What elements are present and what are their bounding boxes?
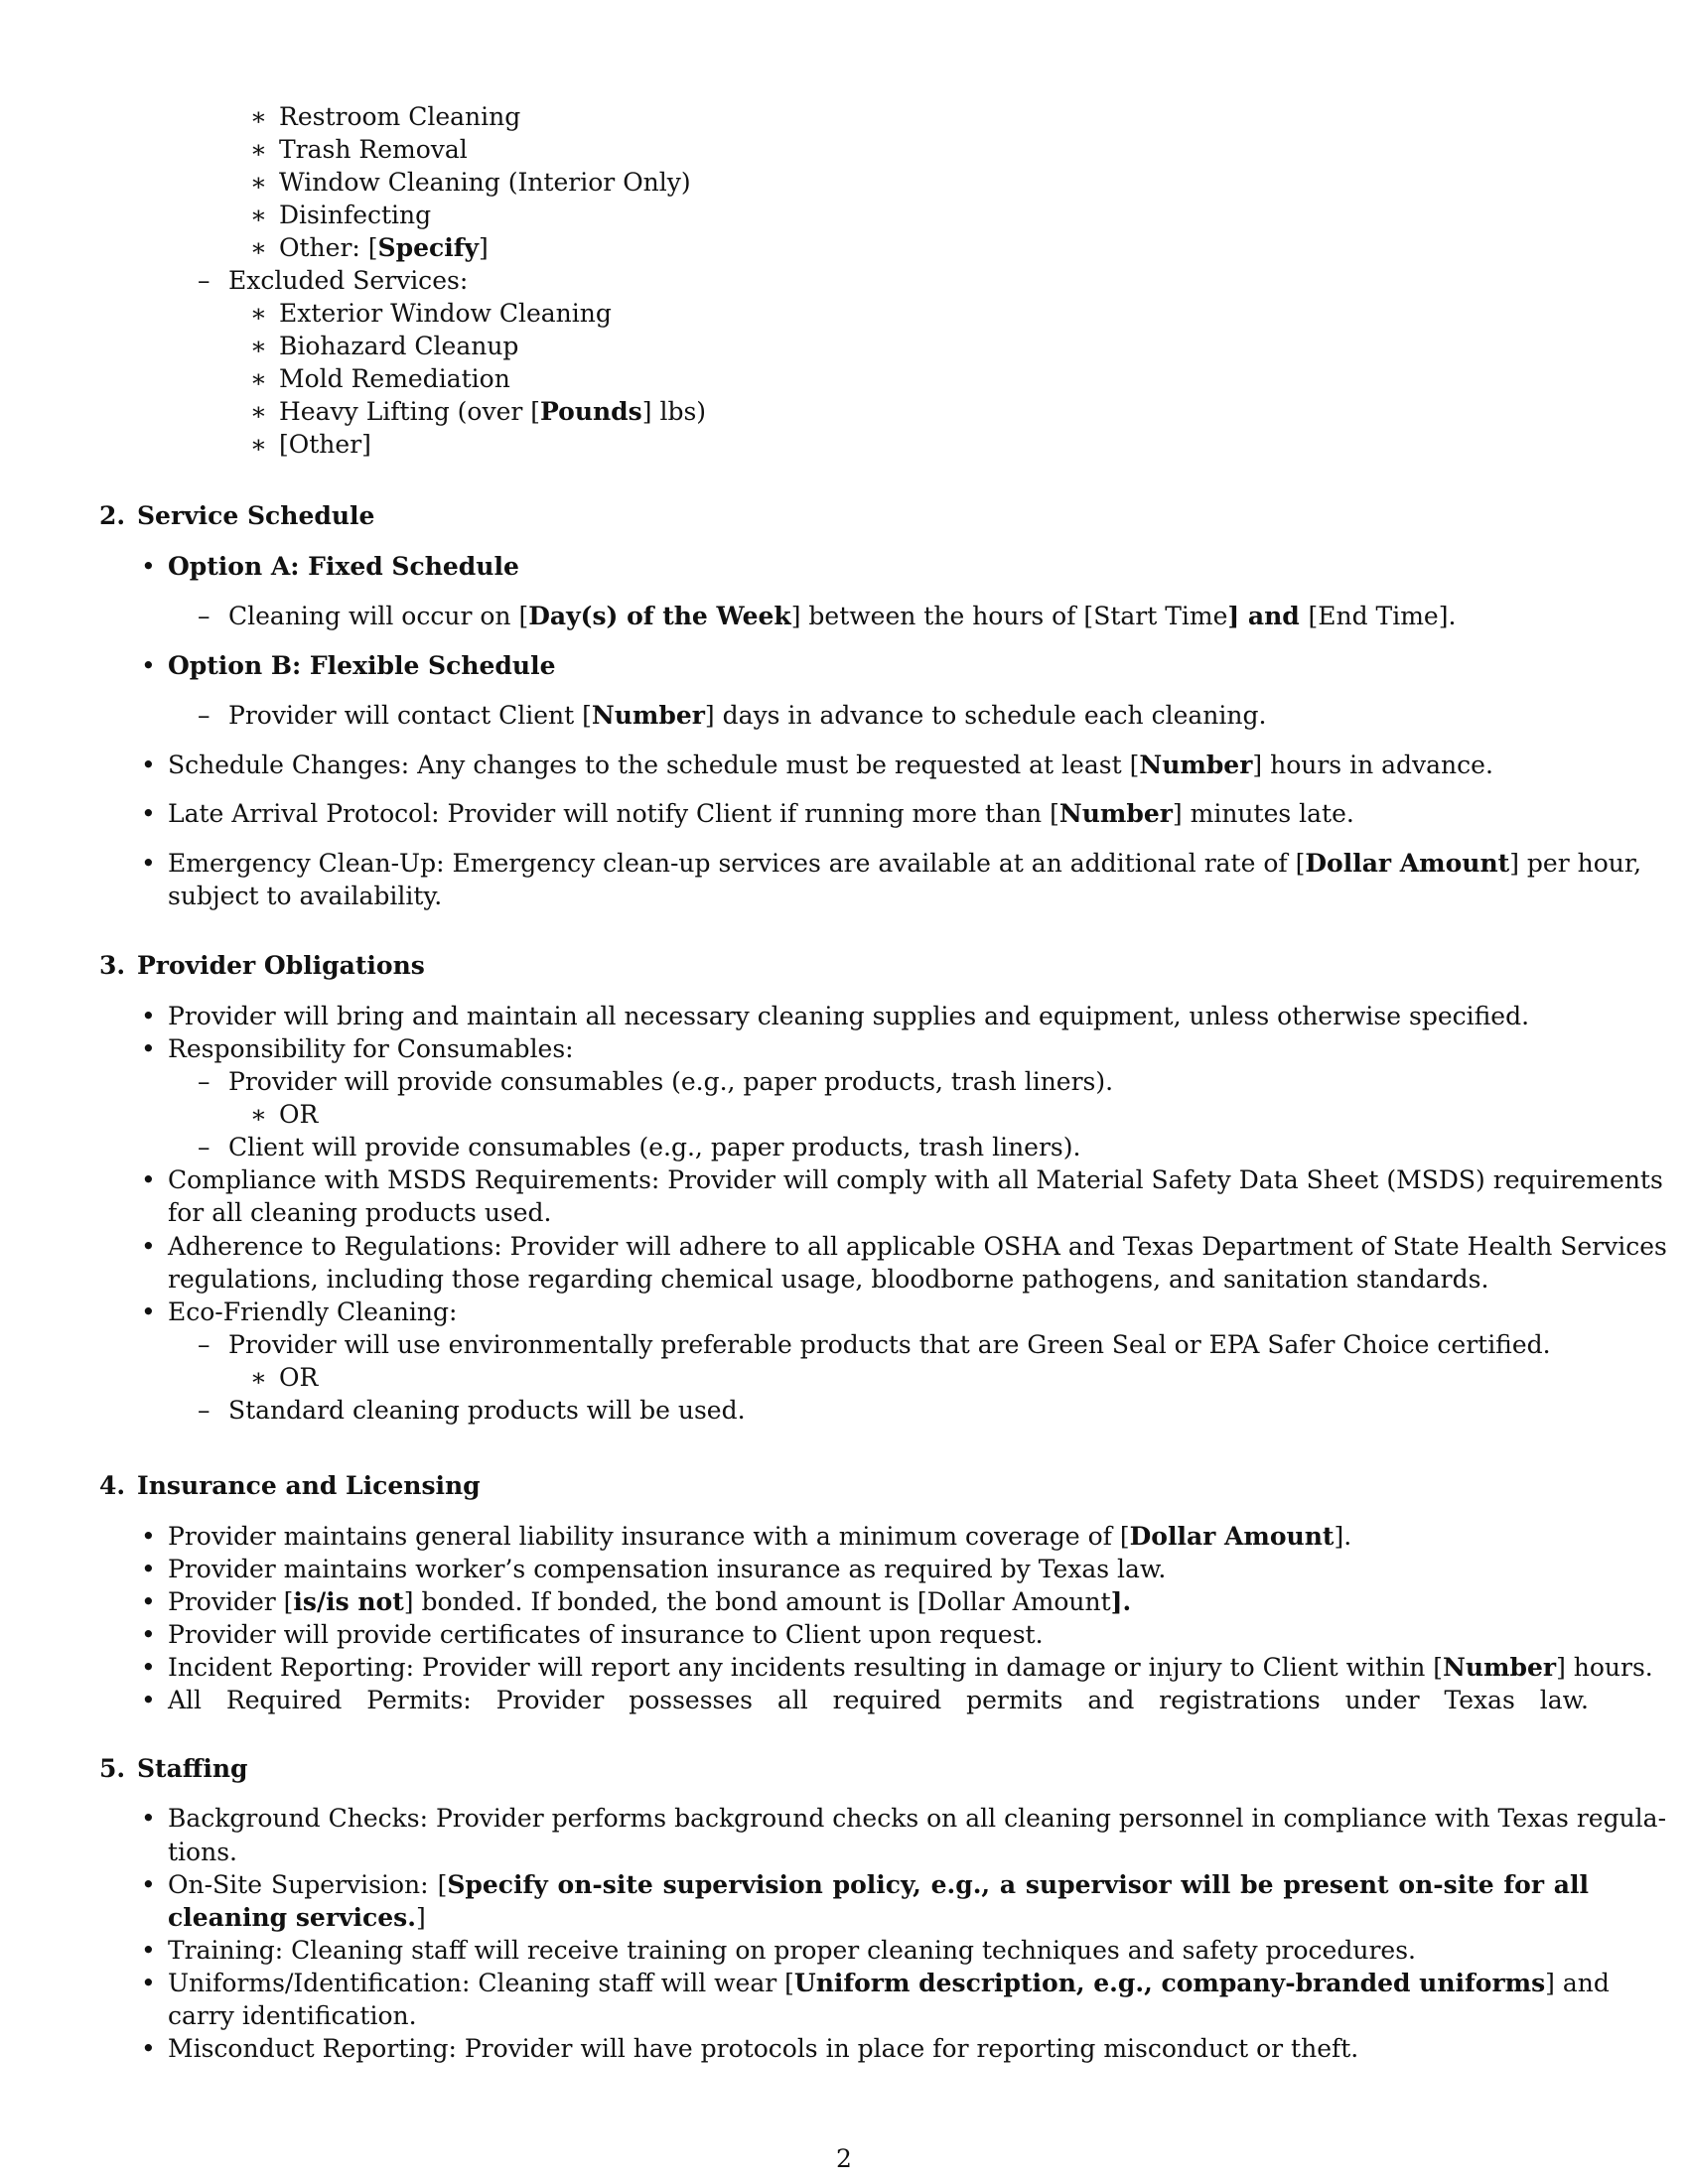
text-run: Background Checks: Provider performs background checks on all cleaning personnel in compliance with Texas regula- xyxy=(168,1804,1667,1833)
text-run: Misconduct Reporting: Provider will have protocols in place for reporting misconduct or theft. xyxy=(168,2034,1359,2063)
text-run: ] hours in advance. xyxy=(1252,751,1493,779)
bullet-marker: • xyxy=(141,751,156,779)
bold-placeholder: Day(s) of the Week xyxy=(528,602,791,630)
text-run: Provider maintains general liability insurance with a minimum coverage of xyxy=(168,1522,1120,1551)
text-run: ] per hour, xyxy=(1509,849,1642,878)
text-run: Schedule Changes: Any changes to the schedule must be requested at least xyxy=(168,751,1130,779)
asterisk-marker: ∗ xyxy=(250,168,267,197)
list-item-text xyxy=(279,231,489,264)
text-run: Compliance with MSDS Requirements: Provider will comply with all Material Safety Data Sheet (MSDS) requirements xyxy=(168,1165,1663,1194)
text-run: Eco-Friendly Cleaning: xyxy=(168,1297,458,1326)
list-item-text xyxy=(228,600,1456,632)
text-run: Adherence to Regulations: Provider will adhere to all applicable OSHA and Texas Department of State Health Services xyxy=(168,1232,1667,1261)
text-run: Standard cleaning products will be used. xyxy=(228,1396,746,1425)
text-run: [ xyxy=(1308,602,1319,630)
text-run: Provider will provide consumables (e.g., paper products, trash liners). xyxy=(228,1067,1114,1096)
text-run: [ xyxy=(367,233,378,262)
dash-marker: – xyxy=(198,1330,211,1359)
bold-placeholder: ]. xyxy=(1110,1587,1132,1616)
bullet-marker: • xyxy=(141,1002,156,1030)
bold-placeholder: Specify on-site supervision policy, e.g., a supervisor will be present on-site for all xyxy=(447,1870,1589,1899)
text-run: [ xyxy=(283,1587,294,1616)
section-title: Provider Obligations xyxy=(137,951,425,980)
text-run: Provider maintains worker’s compensation insurance as required by Texas law. xyxy=(168,1555,1167,1583)
asterisk-marker: ∗ xyxy=(250,135,267,164)
bullet-marker: • xyxy=(141,1522,156,1551)
text-run: [ xyxy=(530,397,541,426)
list-item-text xyxy=(279,330,518,362)
text-run: [ xyxy=(1129,751,1140,779)
list-item-text xyxy=(228,264,468,297)
text-run: Incident Reporting: Provider will report any incidents resulting in damage or injury to Client within xyxy=(168,1653,1434,1682)
list-item-text xyxy=(279,133,468,166)
list-item-text xyxy=(168,1296,457,1328)
dash-marker: – xyxy=(198,602,211,630)
text-run: ] between the hours of xyxy=(790,602,1084,630)
list-item-text xyxy=(168,1868,1589,1901)
list-item-text xyxy=(168,1934,1416,1967)
list-item-text xyxy=(279,199,431,231)
text-run: Provider will provide certificates of insurance to Client upon request. xyxy=(168,1620,1044,1649)
text-run: All Required Permits: Provider possesses all required permits and registrations under Texas law. xyxy=(168,1686,1589,1714)
bold-placeholder: Option B: Flexible Schedule xyxy=(168,651,556,680)
bold-placeholder: Pounds xyxy=(540,397,642,426)
list-item-text xyxy=(168,1263,1488,1296)
asterisk-marker: ∗ xyxy=(250,233,267,262)
bullet-marker: • xyxy=(141,1587,156,1616)
text-run: Responsibility for Consumables: xyxy=(168,1034,574,1063)
bold-placeholder: Specify xyxy=(377,233,479,262)
list-item-text xyxy=(168,649,555,682)
bold-placeholder: cleaning services. xyxy=(168,1903,416,1932)
page-number: 2 xyxy=(836,2144,852,2173)
list-item-text xyxy=(168,1618,1044,1651)
dash-marker: – xyxy=(198,701,211,730)
text-run: Training: Cleaning staff will receive training on proper cleaning techniques and safety procedures. xyxy=(168,1936,1416,1965)
bullet-marker: • xyxy=(141,1653,156,1682)
bold-placeholder: Number xyxy=(1058,799,1173,828)
bullet-marker: • xyxy=(141,651,156,680)
asterisk-marker: ∗ xyxy=(250,201,267,229)
text-run: subject to availability. xyxy=(168,882,443,910)
text-run: regulations, including those regarding chemical usage, bloodborne pathogens, and sanitation standards. xyxy=(168,1265,1489,1294)
asterisk-marker: ∗ xyxy=(250,1363,267,1392)
bullet-marker: • xyxy=(141,1804,156,1833)
list-item-text xyxy=(168,847,1641,880)
section-title: Staffing xyxy=(137,1754,248,1783)
text-run: [ xyxy=(582,701,592,730)
text-run: End Time xyxy=(1318,602,1439,630)
text-run: [ xyxy=(1083,602,1094,630)
list-item-text xyxy=(168,2032,1358,2065)
bullet-marker: • xyxy=(141,1555,156,1583)
text-run: [ xyxy=(437,1870,448,1899)
bullet-marker: • xyxy=(141,1870,156,1899)
bold-placeholder: Dollar Amount xyxy=(1129,1522,1335,1551)
text-run: [ xyxy=(1119,1522,1130,1551)
section-number: 2. xyxy=(99,501,126,530)
text-run: ] lbs) xyxy=(641,397,707,426)
text-run: Cleaning will occur on xyxy=(228,602,519,630)
asterisk-marker: ∗ xyxy=(250,1100,267,1129)
bullet-marker: • xyxy=(141,1165,156,1194)
list-item-text xyxy=(228,699,1266,732)
asterisk-marker: ∗ xyxy=(250,430,267,459)
text-run: Dollar Amount xyxy=(926,1587,1111,1616)
dash-marker: – xyxy=(198,1396,211,1425)
text-run: Start Time xyxy=(1093,602,1228,630)
dash-marker: – xyxy=(198,1067,211,1096)
bold-placeholder: ] and xyxy=(1227,602,1309,630)
bullet-marker: • xyxy=(141,799,156,828)
text-run: Trash Removal xyxy=(279,135,468,164)
list-item-text xyxy=(279,1361,318,1394)
section-number: 4. xyxy=(99,1471,126,1500)
list-item-text xyxy=(168,1000,1529,1032)
text-run: Mold Remediation xyxy=(279,364,510,393)
text-run: ]. xyxy=(1334,1522,1352,1551)
list-item-text xyxy=(228,1065,1113,1098)
list-item-text xyxy=(279,395,706,428)
bold-placeholder: Number xyxy=(1443,1653,1557,1682)
list-item-text xyxy=(168,880,442,912)
text-run: ]. xyxy=(1438,602,1457,630)
list-item-text xyxy=(279,166,691,199)
asterisk-marker: ∗ xyxy=(250,397,267,426)
list-item-text xyxy=(168,1553,1166,1585)
text-run: OR xyxy=(279,1100,319,1129)
list-item-text xyxy=(168,1836,237,1868)
list-item-text xyxy=(168,1230,1667,1263)
text-run: for all cleaning products used. xyxy=(168,1198,552,1227)
text-run: On-Site Supervision: xyxy=(168,1870,438,1899)
text-run: Other: xyxy=(279,233,368,262)
text-run: OR xyxy=(279,1363,319,1392)
text-run: ] hours. xyxy=(1556,1653,1653,1682)
bold-placeholder: Dollar Amount xyxy=(1305,849,1510,878)
list-item-text xyxy=(168,1651,1653,1684)
text-run: Restroom Cleaning xyxy=(279,102,521,131)
list-item-text xyxy=(279,1098,318,1131)
list-item-text xyxy=(168,1032,574,1065)
text-run: Provider will use environmentally preferable products that are Green Seal or EPA Safer Choice certified. xyxy=(228,1330,1551,1359)
section-number: 3. xyxy=(99,951,126,980)
bold-placeholder: Uniform description, e.g., company-branded uniforms xyxy=(793,1969,1546,1997)
bullet-marker: • xyxy=(141,1936,156,1965)
text-run: ] and xyxy=(1545,1969,1610,1997)
bullet-marker: • xyxy=(141,1297,156,1326)
list-item-text xyxy=(168,749,1493,781)
text-run: [Other] xyxy=(279,430,371,459)
section-title: Insurance and Licensing xyxy=(137,1471,481,1500)
bullet-marker: • xyxy=(141,552,156,581)
text-run: Provider will bring and maintain all necessary cleaning supplies and equipment, unless otherwise specified. xyxy=(168,1002,1530,1030)
list-item-text xyxy=(168,1196,552,1229)
text-run: Client will provide consumables (e.g., paper products, trash liners). xyxy=(228,1133,1081,1161)
text-run: [ xyxy=(1050,799,1059,828)
list-item-text xyxy=(168,1163,1663,1196)
list-item-text xyxy=(279,428,371,461)
text-run: ] bonded. If bonded, the bond amount is xyxy=(403,1587,917,1616)
text-run: Biohazard Cleanup xyxy=(279,332,519,360)
text-run: Disinfecting xyxy=(279,201,432,229)
dash-marker: – xyxy=(198,266,211,295)
asterisk-marker: ∗ xyxy=(250,299,267,328)
list-item-text xyxy=(168,1520,1351,1553)
asterisk-marker: ∗ xyxy=(250,102,267,131)
bold-placeholder: Option A: Fixed Schedule xyxy=(168,552,519,581)
text-run: [ xyxy=(1295,849,1306,878)
list-item-text xyxy=(168,797,1354,830)
bold-placeholder: Number xyxy=(1139,751,1253,779)
text-run: Window Cleaning (Interior Only) xyxy=(279,168,691,197)
bullet-marker: • xyxy=(141,2034,156,2063)
list-item-text xyxy=(228,1131,1080,1163)
list-item-text xyxy=(168,1585,1131,1618)
bullet-marker: • xyxy=(141,1686,156,1714)
text-run: [ xyxy=(1433,1653,1444,1682)
asterisk-marker: ∗ xyxy=(250,364,267,393)
list-item-text xyxy=(168,1901,426,1934)
list-item-text xyxy=(168,1967,1610,1999)
text-run: Uniforms/Identification: Cleaning staff will wear xyxy=(168,1969,785,1997)
list-item-text xyxy=(168,550,519,583)
text-run: Provider will contact Client xyxy=(228,701,583,730)
text-run: Emergency Clean-Up: Emergency clean-up services are available at an additional rate of xyxy=(168,849,1296,878)
section-title: Service Schedule xyxy=(137,501,375,530)
bold-placeholder: is/is not xyxy=(293,1587,404,1616)
text-run: ] days in advance to schedule each cleaning. xyxy=(704,701,1267,730)
text-run: [ xyxy=(784,1969,794,1997)
text-run: ] xyxy=(415,1903,426,1932)
bullet-marker: • xyxy=(141,1232,156,1261)
text-run: carry identification. xyxy=(168,2001,417,2030)
text-run: Heavy Lifting (over xyxy=(279,397,531,426)
list-item-text xyxy=(168,1999,417,2032)
bullet-marker: • xyxy=(141,1620,156,1649)
bullet-marker: • xyxy=(141,1969,156,1997)
text-run: [ xyxy=(916,1587,927,1616)
text-run: ] minutes late. xyxy=(1172,799,1354,828)
list-item-text xyxy=(228,1328,1551,1361)
list-item-text xyxy=(279,100,520,133)
section-number: 5. xyxy=(99,1754,126,1783)
text-run: ] xyxy=(478,233,489,262)
bullet-marker: • xyxy=(141,849,156,878)
text-run: tions. xyxy=(168,1838,237,1866)
list-item-text xyxy=(168,1684,1589,1716)
asterisk-marker: ∗ xyxy=(250,332,267,360)
list-item-text xyxy=(279,297,612,330)
text-run: Exterior Window Cleaning xyxy=(279,299,612,328)
text-run: [ xyxy=(518,602,529,630)
bullet-marker: • xyxy=(141,1034,156,1063)
bold-placeholder: Number xyxy=(591,701,705,730)
text-run: Provider xyxy=(168,1587,284,1616)
list-item-text xyxy=(228,1394,746,1427)
text-run: Excluded Services: xyxy=(228,266,469,295)
list-item-text xyxy=(279,362,510,395)
dash-marker: – xyxy=(198,1133,211,1161)
text-run: Late Arrival Protocol: Provider will notify Client if running more than xyxy=(168,799,1051,828)
list-item-text xyxy=(168,1802,1666,1835)
